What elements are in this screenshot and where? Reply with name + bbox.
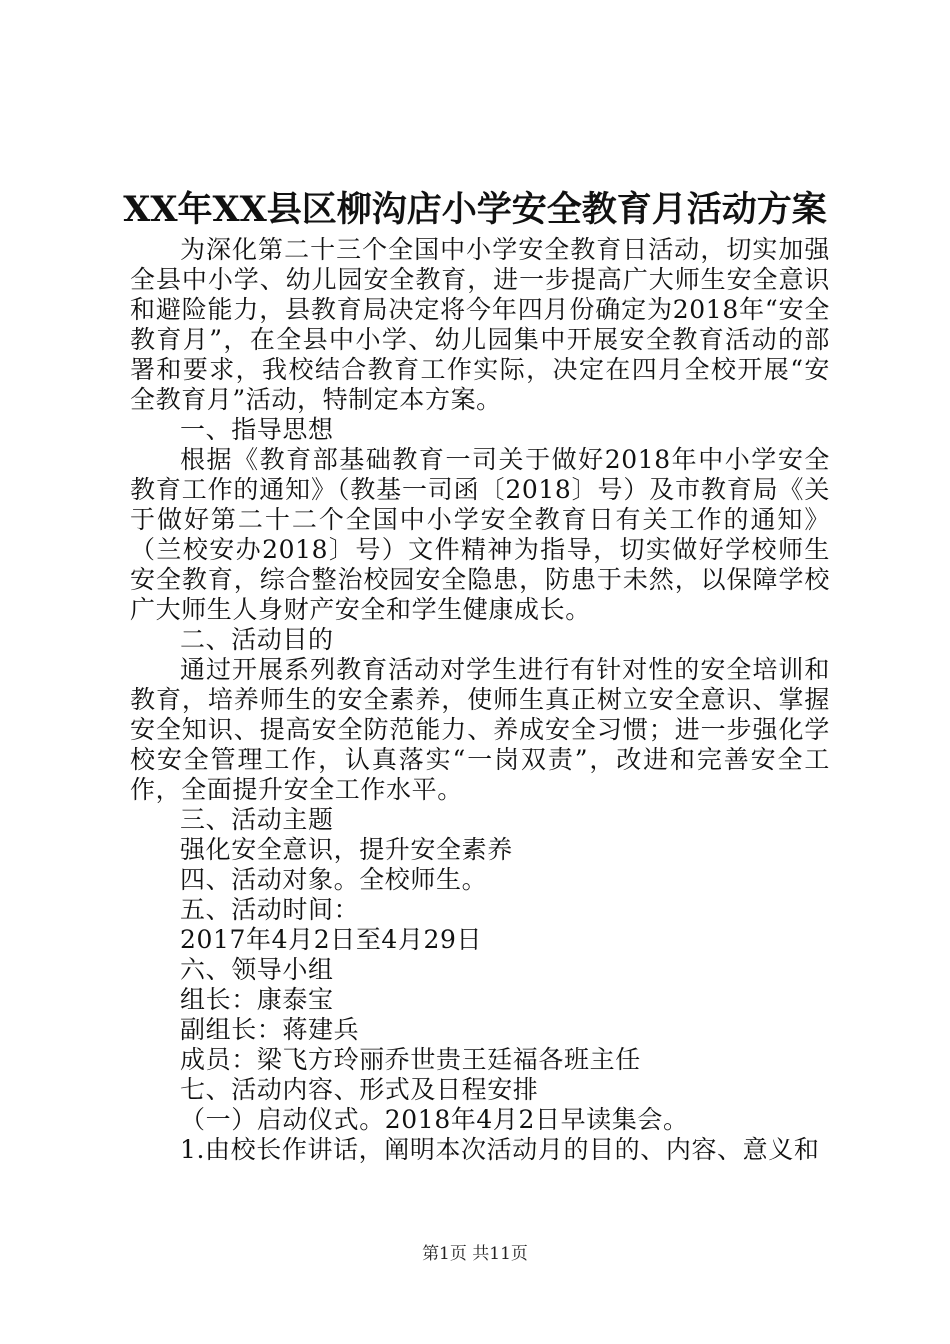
section-heading-theme: 三、活动主题 [180, 805, 334, 834]
page-footer: 第1页 共11页 [422, 1244, 528, 1264]
intro-paragraph: 为深化第二十三个全国中小学安全教育日活动，切实加强全县中小学、幼儿园安全教育，进一步提高广大师生安全意识和避险能力，县教育局决定将今年四月份确定为2018年“安全教育月”，在全县中小学、幼儿园集中开展安全教育活动的部署和要求，我校结合教育工作实际，决定在四月全校开展“安全教育月”活动，特制定本方案。 [130, 235, 830, 414]
leader-text: 组长：康泰宝 [180, 985, 334, 1014]
section-heading-purpose: 二、活动目的 [180, 625, 334, 654]
document-body [130, 235, 830, 1165]
members-text: 成员：梁飞方玲丽乔世贵王廷福各班主任 [180, 1045, 641, 1074]
guiding-thought-paragraph: 根据《教育部基础教育一司关于做好2018年中小学安全教育工作的通知》（教基一司函〔2018〕号）及市教育局《关于做好第二十二个全国中小学安全教育日有关工作的通知》（兰校安办2018〕号）文件精神为指导，切实做好学校师生安全教育，综合整治校园安全隐患，防患于未然，以保障学校广大师生人身财产安全和学生健康成长。 [130, 445, 830, 624]
section-heading-content: 七、活动内容、形式及日程安排 [180, 1075, 539, 1104]
document-title: XX年XX县区柳沟店小学安全教育月活动方案 [123, 189, 827, 230]
section-heading-audience: 四、活动对象。全校师生。 [180, 865, 488, 894]
list-item-1: 1.由校长作讲话，阐明本次活动月的目的、内容、意义和 [180, 1135, 820, 1164]
section-heading-guiding-thought: 一、指导思想 [180, 415, 334, 444]
time-text: 2017年4月2日至4月29日 [180, 925, 483, 954]
section-heading-leadership: 六、领导小组 [180, 955, 334, 984]
section-heading-time: 五、活动时间： [180, 895, 360, 924]
theme-text: 强化安全意识，提升安全素养 [180, 835, 513, 864]
purpose-paragraph: 通过开展系列教育活动对学生进行有针对性的安全培训和教育，培养师生的安全素养，使师生真正树立安全意识、掌握安全知识、提高安全防范能力、养成安全习惯；进一步强化学校安全管理工作，认真落实“一岗双责”，改进和完善安全工作，全面提升安全工作水平。 [130, 655, 830, 804]
deputy-leader-text: 副组长：蒋建兵 [180, 1015, 360, 1044]
subsection-launch-ceremony: （一）启动仪式。2018年4月2日早读集会。 [180, 1105, 689, 1134]
